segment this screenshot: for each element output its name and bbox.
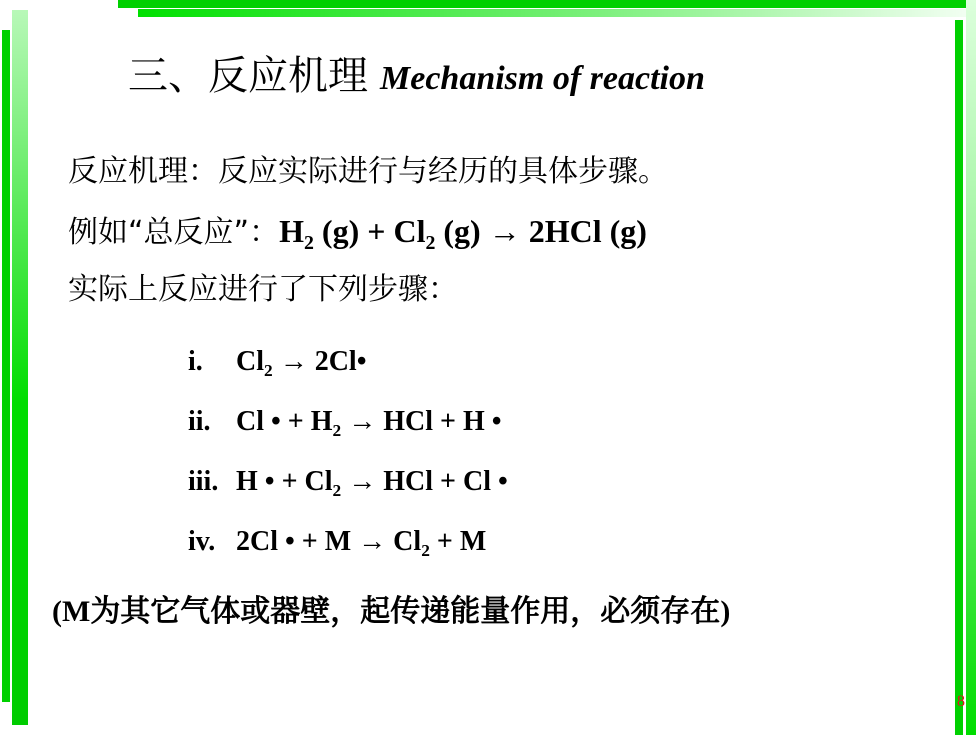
slide-title	[128, 44, 705, 101]
step-pre: Cl	[236, 346, 264, 377]
example-colon: ：	[249, 215, 280, 250]
example-line	[68, 207, 647, 254]
definition-line: 反应机理：反应实际进行与经历的具体步骤。	[68, 154, 668, 189]
mechanism-step	[188, 466, 508, 501]
step-number: iii.	[188, 466, 219, 497]
top-decor-bar	[118, 0, 973, 8]
title-chinese: 三、反应机理	[128, 53, 368, 99]
left-decor-bar	[2, 30, 10, 702]
left-gradient-bar	[12, 10, 28, 725]
eq-part2: (g) → 2HCl (g)	[435, 213, 647, 249]
step-number: ii.	[188, 406, 211, 437]
note-open: (M	[52, 595, 91, 628]
step-number: i.	[188, 346, 203, 377]
eq-cl: Cl	[393, 213, 426, 249]
step-sub: 2	[421, 541, 430, 561]
step-pre: Cl • + H	[236, 406, 333, 437]
mechanism-step	[188, 346, 367, 381]
steps-intro: 实际上反应进行了下列步骤：	[68, 272, 458, 307]
overall-equation	[279, 213, 647, 254]
top-gradient-bar	[138, 9, 973, 17]
eq-part1: (g) +	[313, 213, 394, 249]
step-post: + M	[429, 526, 487, 557]
note-close: )	[720, 595, 731, 628]
eq-cl-sub: 2	[425, 231, 436, 254]
step-post: → HCl + Cl •	[341, 466, 508, 497]
right-gradient-bar	[966, 0, 976, 735]
step-sub: 2	[264, 361, 273, 381]
step-sub: 2	[332, 481, 342, 501]
note-line	[52, 586, 730, 630]
step-pre: 2Cl • + M → Cl	[236, 526, 422, 557]
step-sub: 2	[332, 421, 342, 441]
mechanism-step	[188, 406, 502, 441]
title-english: Mechanism of reaction	[380, 60, 705, 97]
right-decor-bar	[955, 20, 963, 735]
eq-h-sub: 2	[303, 231, 314, 254]
mechanism-step	[188, 526, 487, 561]
page-number: 8	[957, 693, 965, 710]
step-post: → HCl + H •	[341, 406, 502, 437]
note-text: 为其它气体或器壁，起传递能量作用，必须存在	[90, 594, 721, 629]
eq-h: H	[279, 213, 304, 249]
step-post: → 2Cl•	[272, 346, 367, 377]
example-prefix: 例如“总反应”	[68, 215, 250, 250]
step-pre: H • + Cl	[236, 466, 333, 497]
step-number: iv.	[188, 526, 216, 557]
